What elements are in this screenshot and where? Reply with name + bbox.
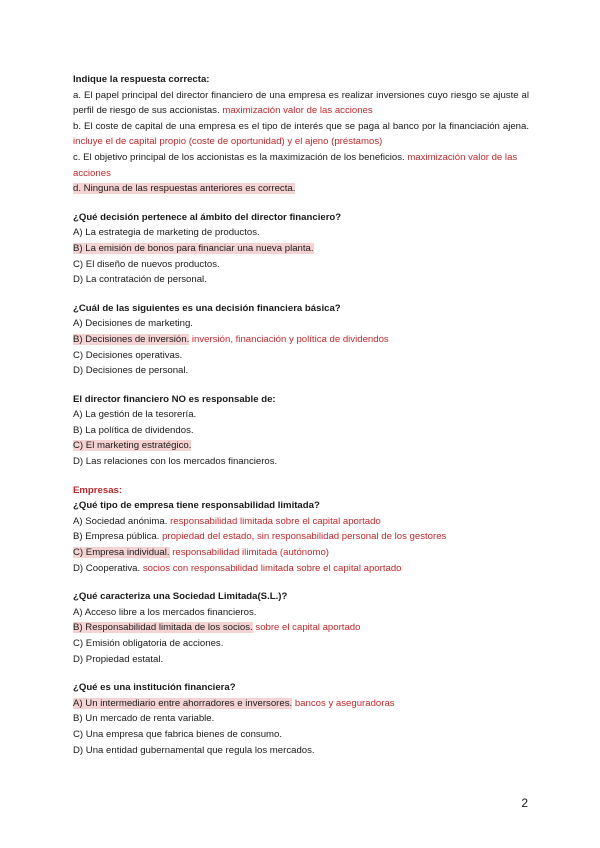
q4-correct-answer: C) El marketing estratégico. <box>73 440 192 452</box>
q6-option-d: D) Propiedad estatal. <box>73 653 164 665</box>
question-7: ¿Qué es una institución financiera? <box>73 682 236 694</box>
question-2: ¿Qué decisión pertenece al ámbito del director financiero? <box>73 211 342 223</box>
q7-option-d: D) Una entidad gubernamental que regula los mercados. <box>73 744 315 756</box>
section-title: Empresas: <box>73 484 123 496</box>
q5-c-note: responsabilidad ilimitada (autónomo) <box>172 547 329 559</box>
q5-highlighted-answer: C) Empresa individual. <box>73 547 170 559</box>
q1-option-a: a. El papel principal del director financiero de una empresa es realizar inversiones cuyo riesgo se ajuste al perfil de riesgo de sus accionistas. maximización valor de las acciones <box>73 89 529 117</box>
q1-b-note: incluye el de capital propio (coste de oportunidad) y el ajeno (préstamos) <box>73 136 383 148</box>
q1-option-d <box>73 181 529 197</box>
q5-option-d: D) Cooperativa. socios con responsabilidad limitada sobre el capital aportado <box>73 562 402 574</box>
q3-correct-answer: B) Decisiones de inversión. <box>73 333 190 345</box>
q2-option-b <box>73 241 529 257</box>
q6-option-b <box>73 620 529 636</box>
q2-option-d: D) La contratación de personal. <box>73 274 207 286</box>
q1-option-c: c. El objetivo principal de los accionistas es la maximización de los beneficios. maximización valor de las acciones <box>73 151 518 179</box>
page-number: 2 <box>521 796 528 810</box>
question-1: Indique la respuesta correcta: <box>73 74 210 85</box>
q7-correct-answer: A) Un intermediario entre ahorradores e inversores. <box>73 697 293 709</box>
q7-option-a <box>73 696 529 712</box>
q7-option-b: B) Un mercado de renta variable. <box>73 713 215 725</box>
q7-option-c: C) Una empresa que fabrica bienes de consumo. <box>73 728 283 740</box>
q1-option-b: b. El coste de capital de una empresa es el tipo de interés que se paga al banco por la financiación ajena. incluye el de capital propio (coste de oportunidad) y el ajeno (préstamos) <box>73 120 529 148</box>
q1-c-note: maximización valor de las acciones <box>73 151 518 179</box>
q5-option-b: B) Empresa pública. propiedad del estado, sin responsabilidad personal de los gestores <box>73 531 447 543</box>
q4-option-a: A) La gestión de la tesorería. <box>73 409 197 421</box>
q4-option-d: D) Las relaciones con los mercados financieros. <box>73 456 278 468</box>
q6-option-a: A) Acceso libre a los mercados financieros. <box>73 606 257 618</box>
q2-option-a: A) La estrategia de marketing de productos. <box>73 227 260 239</box>
q2-correct-answer: B) La emisión de bonos para financiar una nueva planta. <box>73 242 314 254</box>
question-4: El director financiero NO es responsable de: <box>73 393 276 405</box>
q3-option-b <box>73 332 529 348</box>
q1-correct-answer: d. Ninguna de las respuestas anteriores es correcta. <box>73 183 296 195</box>
q4-option-c <box>73 438 529 454</box>
document-body <box>73 72 529 758</box>
q3-option-c: C) Decisiones operativas. <box>73 349 183 361</box>
q6-b-note: sobre el capital aportado <box>255 622 361 634</box>
q3-option-d: D) Decisiones de personal. <box>73 365 189 377</box>
q6-option-c: C) Emisión obligatoria de acciones. <box>73 638 224 649</box>
question-6: ¿Qué caracteriza una Sociedad Limitada(S.L.)? <box>73 591 288 603</box>
q3-b-note: inversión, financiación y política de dividendos <box>191 333 389 345</box>
question-3: ¿Cuál de las siguientes es una decisión financiera básica? <box>73 302 341 314</box>
q5-option-a: A) Sociedad anónima. responsabilidad limitada sobre el capital aportado <box>73 515 381 527</box>
q5-b-note: propiedad del estado, sin responsabilidad personal de los gestores <box>162 531 447 543</box>
q7-a-note: bancos y aseguradoras <box>294 697 395 709</box>
q5-d-note: socios con responsabilidad limitada sobre el capital aportado <box>142 562 402 574</box>
q3-option-a: A) Decisiones de marketing. <box>73 318 193 330</box>
q2-option-c: C) El diseño de nuevos productos. <box>73 258 220 270</box>
q1-a-note: maximización valor de las acciones <box>222 105 373 117</box>
q4-option-b: B) La política de dividendos. <box>73 424 194 436</box>
q5-a-note: responsabilidad limitada sobre el capital aportado <box>170 515 381 527</box>
q5-option-c <box>73 545 529 561</box>
question-5: ¿Qué tipo de empresa tiene responsabilidad limitada? <box>73 500 320 512</box>
q6-correct-answer: B) Responsabilidad limitada de los socios. <box>73 622 253 634</box>
